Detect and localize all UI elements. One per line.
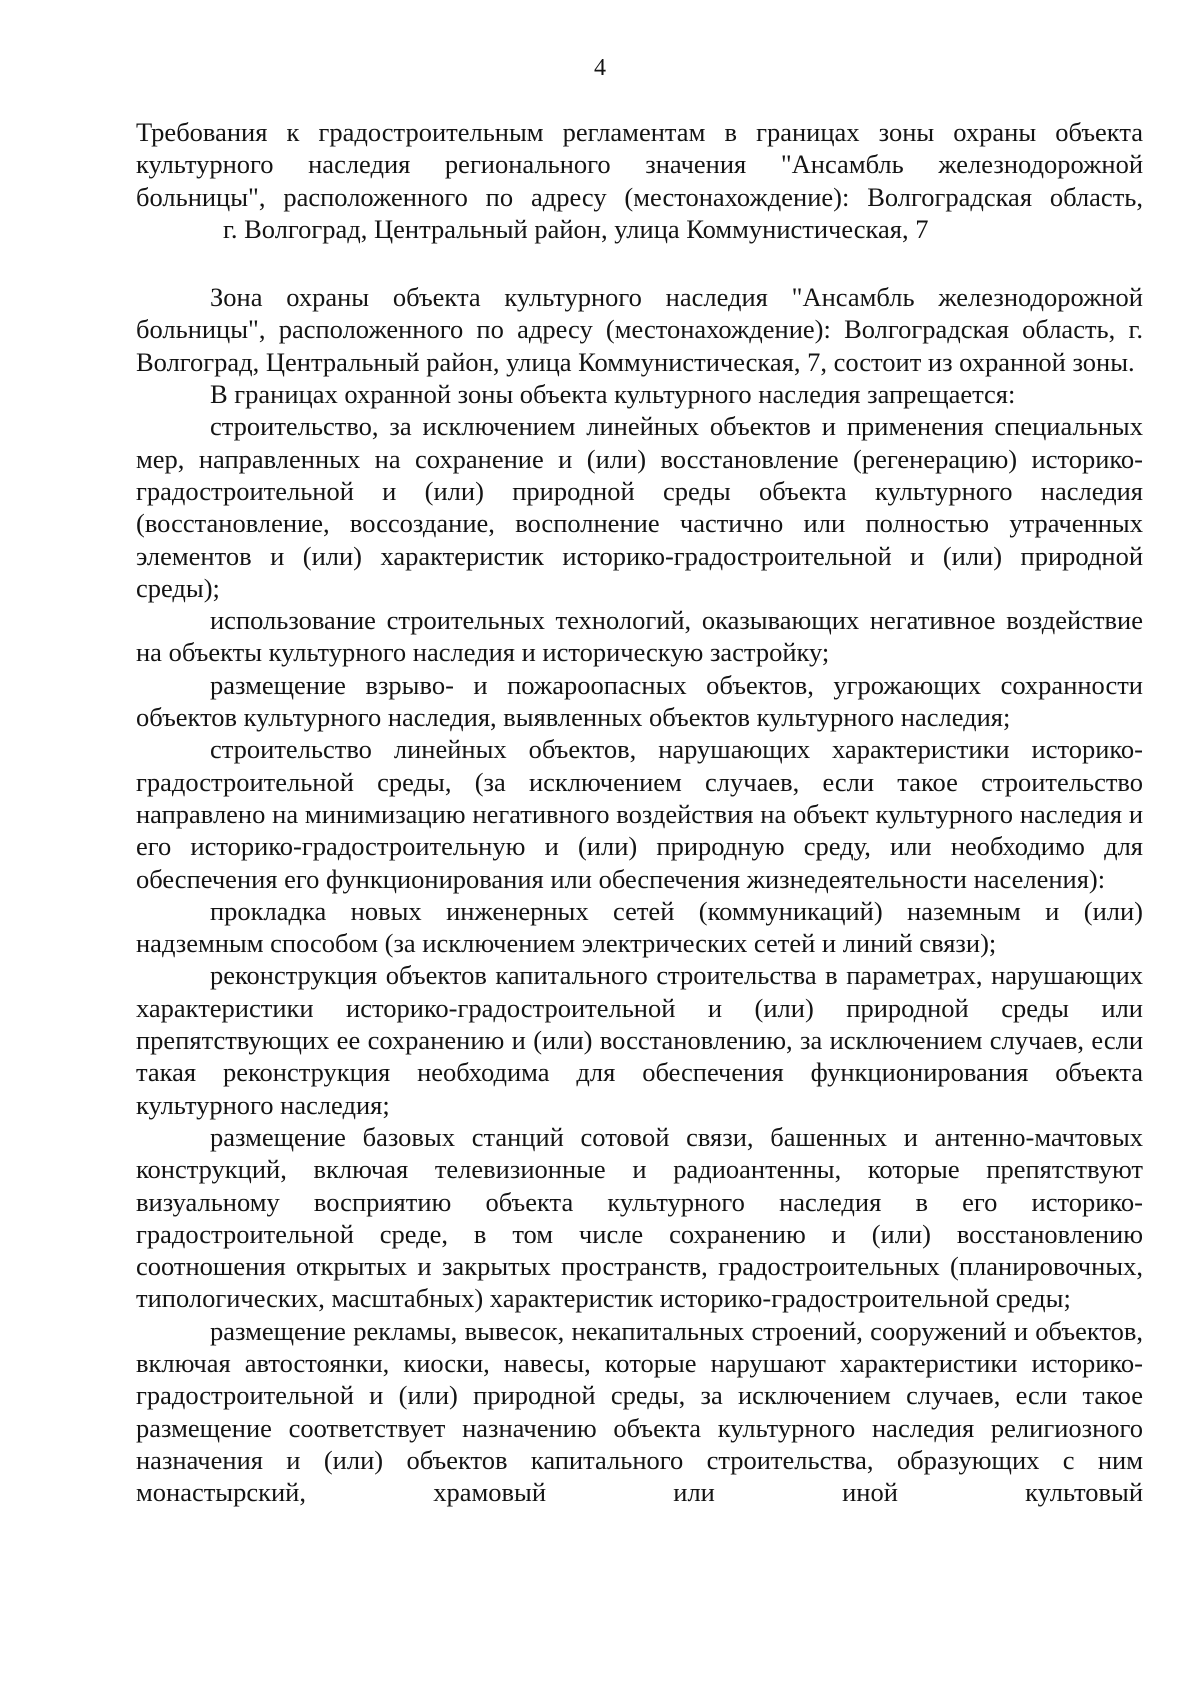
document-content bbox=[136, 116, 1143, 1508]
title-line: Требования к градостроительным регламентам в границах зоны охраны объекта bbox=[136, 117, 1143, 147]
title-line: культурного наследия регионального значения "Ансамбль железнодорожной bbox=[136, 149, 1143, 180]
page-number: 4 bbox=[594, 55, 606, 81]
paragraph: Зона охраны объекта культурного наследия "Ансамбль железнодорожной больницы", расположенного по адресу (местонахождение): Волгоградская область, г. Волгоград, Центральный район, улица Коммунистическая, 7, состоит из охранной зоны. bbox=[136, 282, 1143, 377]
paragraph: строительство, за исключением линейных объектов и применения специальных мер, направленных на сохранение и (или) восстановление (регенерацию) историко-градостроительной и (или) природной среды объекта культурного наследия (восстановление, воссоздание, восполнение частично или полностью утраченных элементов и (или) характеристик историко-градостроительной и (или) природной среды); bbox=[136, 411, 1143, 603]
paragraph: прокладка новых инженерных сетей (коммуникаций) наземным и (или) надземным способом (за исключением электрических сетей и линий связи); bbox=[136, 895, 1143, 959]
paragraph: использование строительных технологий, оказывающих негативное воздействие на объекты культурного наследия и историческую застройку; bbox=[136, 605, 1143, 668]
paragraph: размещение взрыво- и пожароопасных объектов, угрожающих сохранности объектов культурного наследия, выявленных объектов культурного наследия; bbox=[136, 669, 1143, 733]
paragraph: размещение рекламы, вывесок, некапитальных строений, сооружений и объектов, включая автостоянки, киоски, навесы, которые нарушают характеристики историко-градостроительной и (или) природной среды, за исключением случаев, если такое размещение соответствует назначению объекта культурного наследия религиозного назначения и (или) объектов капитального строительства, образующих с ним монастырский, храмовый или иной культовый bbox=[136, 1315, 1143, 1508]
title-line: г. Волгоград, Центральный район, улица Коммунистическая, 7 bbox=[223, 213, 929, 244]
paragraph: В границах охранной зоны объекта культурного наследия запрещается: bbox=[210, 379, 1016, 410]
paragraph: реконструкция объектов капитального строительства в параметрах, нарушающих характеристики историко-градостроительной и (или) природной среды или препятствующих ее сохранению и (или) восстановлению, за исключением случаев, если такая реконструкция необходима для обеспечения функционирования объекта культурного наследия; bbox=[136, 960, 1143, 1120]
document-body bbox=[136, 281, 1143, 1508]
document-title bbox=[136, 116, 1143, 245]
title-line: больницы", расположенного по адресу (местонахождение): Волгоградская область, bbox=[136, 181, 1143, 212]
paragraph: строительство линейных объектов, нарушающих характеристики историко-градостроительной среды, (за исключением случаев, если такое строительство направлено на минимизацию негативного воздействия на объект культурного наследия и его историко-градостроительную и (или) природную среду, или необходимо для обеспечения его функционирования или обеспечения жизнедеятельности населения): bbox=[136, 734, 1143, 894]
paragraph: размещение базовых станций сотовой связи, башенных и антенно-мачтовых конструкций, включая телевизионные и радиоантенны, которые препятствуют визуальному восприятию объекта культурного наследия в его историко-градостроительной среде, в том числе сохранению и (или) восстановлению соотношения открытых и закрытых пространств, градостроительных (планировочных, типологических, масштабных) характеристик историко-градостроительной среды; bbox=[136, 1121, 1143, 1314]
